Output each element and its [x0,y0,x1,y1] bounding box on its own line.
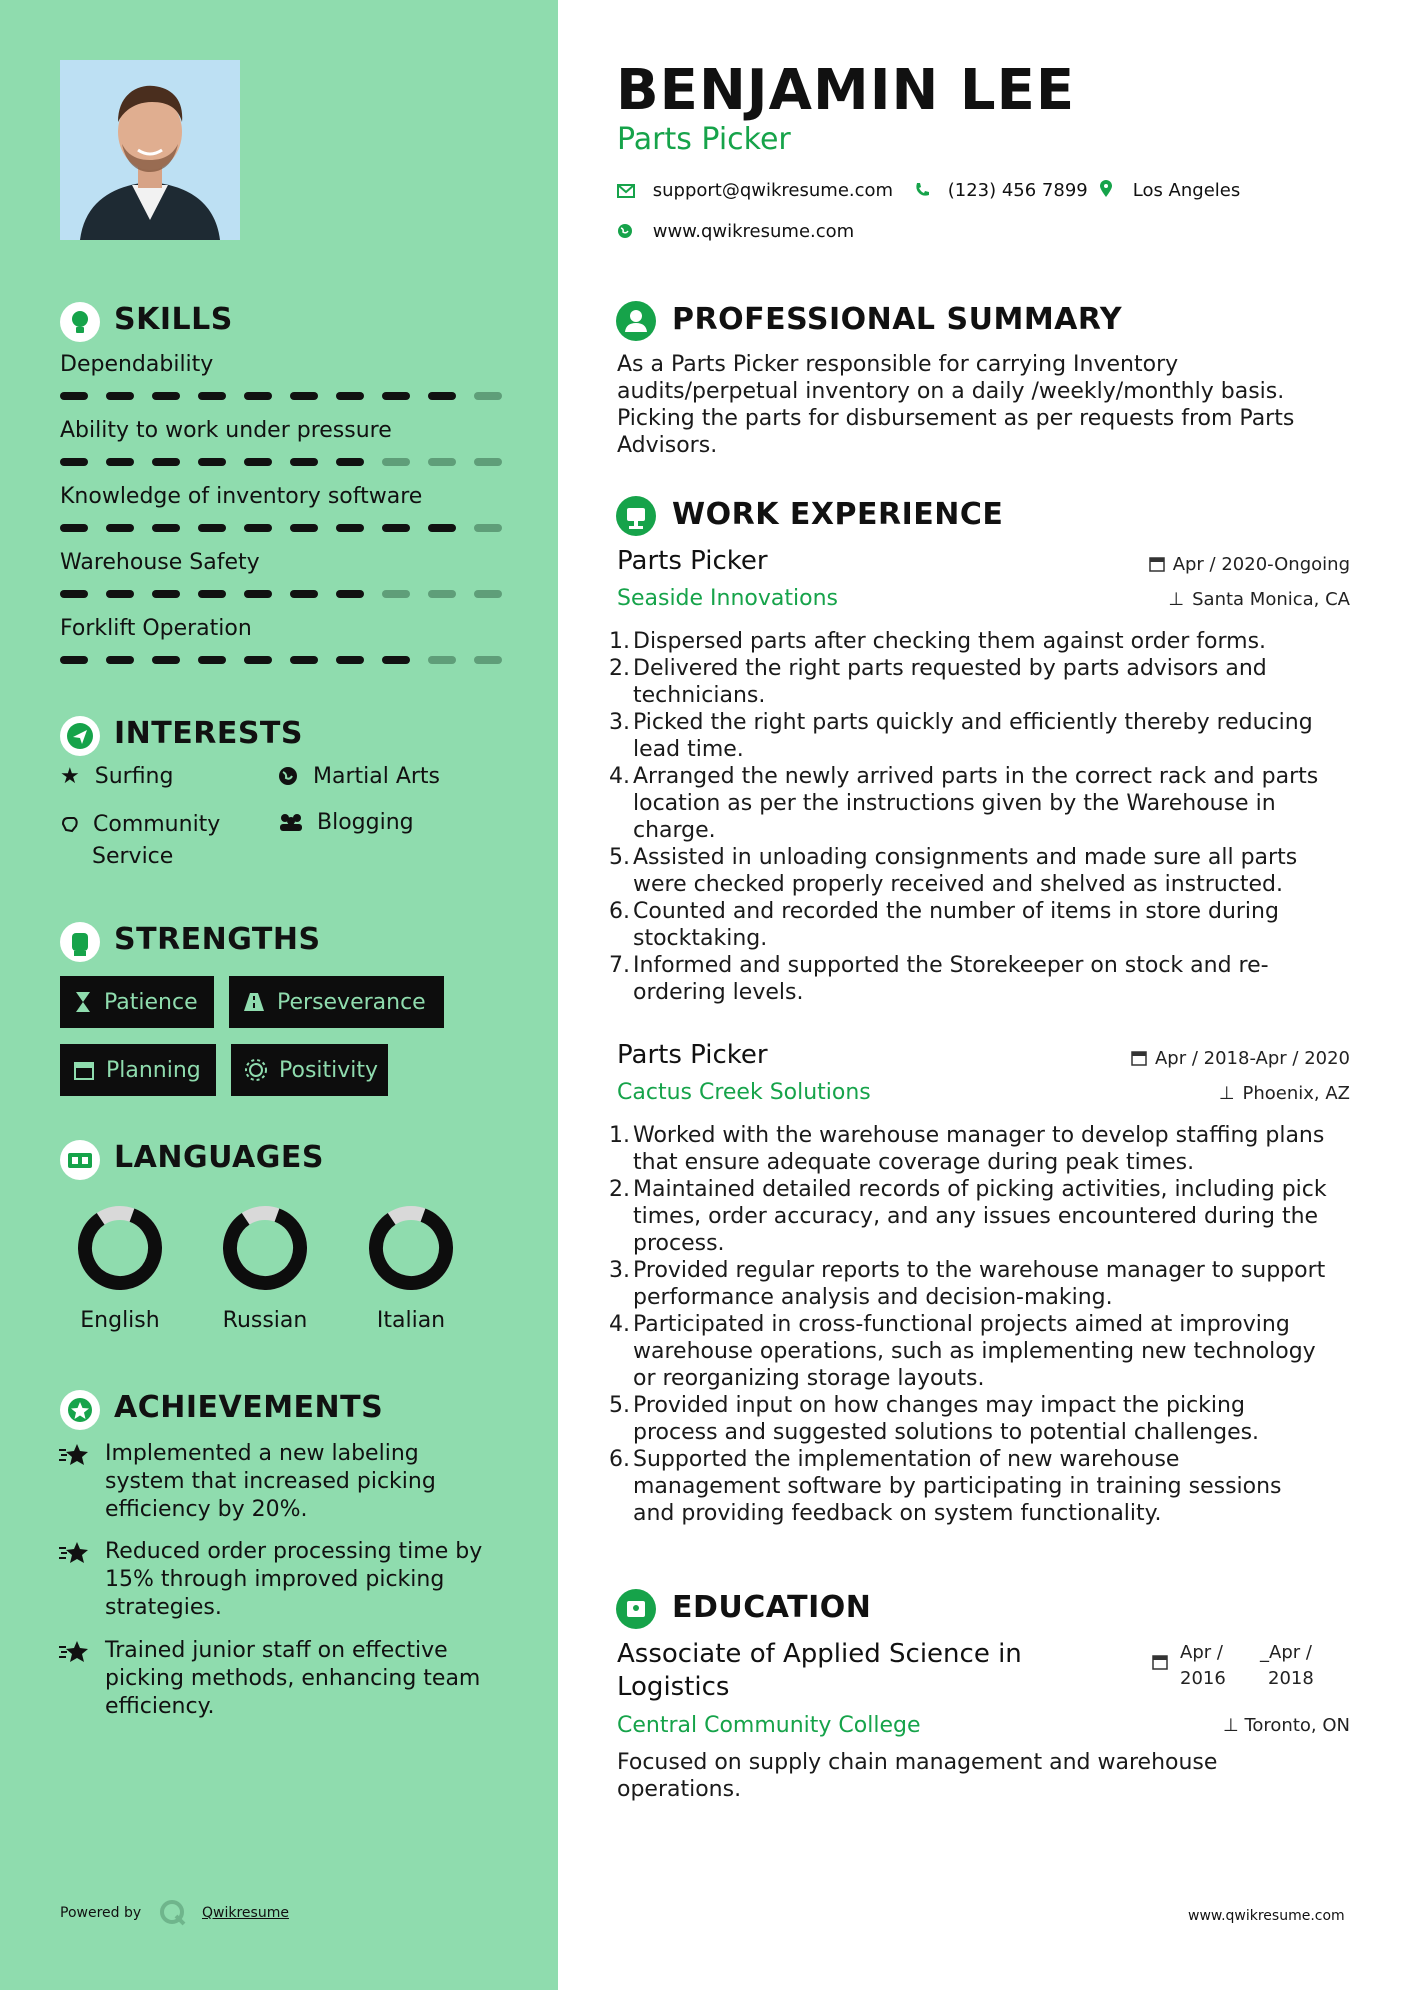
skill-name: Knowledge of inventory software [60,484,423,509]
school-name: Central Community College [617,1713,921,1738]
skill-level-dash-filled [244,524,272,532]
globe-icon [278,766,298,792]
languages-heading: LANGUAGES [114,1140,324,1175]
skill-level-dash-empty [474,392,502,400]
star-icon: ★ [60,764,80,789]
duty-item: 6. Supported the implementation of new warehouse management software by participating in training sessions and providing feedback on system functionality. [609,1447,1282,1526]
road-icon [243,992,265,1012]
skill-level-dash-filled [152,392,180,400]
skill-level-dash-filled [106,524,134,532]
education-heading: EDUCATION [672,1590,872,1625]
strengths-heading: STRENGTHS [114,922,321,957]
skill-level-dash-filled [60,656,88,664]
skill-level-dash-filled [382,656,410,664]
candidate-title: Parts Picker [617,122,791,157]
candidate-name: BENJAMIN LEE [616,58,1076,123]
award-icon [60,1390,100,1430]
skill-level-dash-filled [382,392,410,400]
skill-level-dash-empty [474,524,502,532]
skill-level-dash-filled [290,590,318,598]
skill-level-dash-filled [60,458,88,466]
skill-level-dash-filled [198,656,226,664]
language-icon [60,1140,100,1180]
skill-level-dash-filled [106,656,134,664]
graduation-icon [616,1589,656,1629]
skill-name: Ability to work under pressure [60,418,392,443]
education-location: ⊥ Toronto, ON [1223,1715,1350,1736]
footer-website[interactable]: www.qwikresume.com [1188,1908,1345,1924]
skill-level-dash-empty [382,590,410,598]
calendar-icon [74,1060,94,1080]
duty-item: 1. Dispersed parts after checking them against order forms. [609,629,1267,654]
summary-heading: PROFESSIONAL SUMMARY [672,302,1123,337]
hourglass-icon [74,991,92,1013]
language-name: Russian [222,1308,308,1333]
skill-level-dash-filled [336,590,364,598]
skill-level-dash-filled [60,392,88,400]
skill-level-dash-filled [198,392,226,400]
skill-level-dash-empty [382,458,410,466]
envelope-icon [617,182,635,203]
award-star-icon [58,1540,90,1570]
calendar-icon [1152,1654,1168,1675]
skill-level-dash-filled [60,590,88,598]
skill-name: Dependability [60,352,214,377]
skill-level-dash-filled [428,392,456,400]
duty-item: 4. Arranged the newly arrived parts in the correct rack and parts location as per the instructions given by the Warehouse in charge. [609,764,1319,843]
interest-surfing: ★ Surfing [60,764,174,789]
education-description: Focused on supply chain management and warehouse operations. [617,1750,1218,1802]
skill-level-dash-filled [152,590,180,598]
sidebar [0,0,558,1990]
pushpin-icon: ⊥ [1218,1083,1235,1104]
skills-heading: SKILLS [114,302,233,337]
interest-blogging: Blogging [278,810,414,838]
duty-item: 1. Worked with the warehouse manager to develop staffing plans that ensure adequate coverage during peak times. [609,1123,1325,1175]
hand-icon [60,813,80,842]
skill-level-dash-filled [152,524,180,532]
lightbulb-icon [60,302,100,342]
duty-item: 4. Participated in cross-functional projects aimed at improving warehouse operations, such as implementing new technology or reorganizing storage layouts. [609,1312,1316,1391]
interest-martial-arts: Martial Arts [278,764,440,792]
email-link[interactable]: support@qwikresume.com [652,180,894,201]
award-star-icon [58,1639,90,1669]
skill-level-dash-filled [336,458,364,466]
skill-level-dash-empty [428,656,456,664]
skill-level-dash-empty [428,458,456,466]
skill-level-dash-empty [474,590,502,598]
language-gauge [223,1206,307,1294]
duty-item: 7. Informed and supported the Storekeeper on stock and re- ordering levels. [609,953,1269,1005]
achievements-heading: ACHIEVEMENTS [114,1390,384,1425]
achievement-text: Trained junior staff on effective picking methods, enhancing team efficiency. [105,1638,481,1719]
skill-level-dash-filled [244,656,272,664]
sun-icon [245,1059,267,1081]
phone-icon [914,182,930,203]
skill-level-dash-filled [428,524,456,532]
job-title: Parts Picker [617,546,768,576]
skill-level-dash-filled [198,590,226,598]
duty-item: 3. Picked the right parts quickly and efficiently thereby reducing lead time. [609,710,1313,762]
website-contact [617,221,854,244]
duties-list [609,1122,1369,1527]
skill-level-dash-filled [198,524,226,532]
pushpin-icon: ⊥ [1223,1715,1239,1736]
powered-by-text: Powered by [60,1905,142,1921]
qwikresume-link[interactable]: Qwikresume [202,1905,289,1921]
skill-level-dash-filled [106,392,134,400]
skill-level-dash-filled [336,656,364,664]
website-link[interactable]: www.qwikresume.com [652,221,855,242]
interest-community-service: Community Service [60,810,220,871]
globe-icon [617,223,633,244]
achievement-text: Reduced order processing time by 15% through improved picking strategies. [105,1539,483,1620]
location-contact: Los Angeles [1099,180,1240,203]
job-location: ⊥ Phoenix, AZ [1218,1083,1350,1104]
language-gauge [369,1206,453,1294]
fist-icon [60,922,100,962]
phone-contact: (123) 456 7899 [914,180,1088,203]
skill-level-dash-filled [106,458,134,466]
skill-level-dash-filled [106,590,134,598]
company-name: Cactus Creek Solutions [617,1080,871,1105]
skill-level-dash-filled [198,458,226,466]
strength-perseverance: Perseverance [229,976,444,1028]
skill-level-dash-empty [474,656,502,664]
skill-level-dash-filled [290,656,318,664]
degree-title: Associate of Applied Science in Logistics [617,1639,1022,1702]
achievement-text: Implemented a new labeling system that increased picking efficiency by 20%. [105,1441,436,1522]
skill-level-dash-filled [336,392,364,400]
summary-text: As a Parts Picker responsible for carrying Inventory audits/perpetual inventory on a daily /weekly/monthly basis. Picking the parts for disbursement as per requests from Parts Advisors. [617,352,1295,458]
pushpin-icon: ⊥ [1168,589,1185,610]
duty-item: 5. Provided input on how changes may impact the picking process and suggested solutions to potential challenges. [609,1393,1260,1445]
duties-list [609,628,1369,1006]
skill-level-dash-filled [244,458,272,466]
experience-heading: WORK EXPERIENCE [672,497,1004,532]
duty-item: 3. Provided regular reports to the warehouse manager to support performance analysis and decision-making. [609,1258,1326,1310]
map-pin-icon [1099,180,1113,203]
skill-level-dash-filled [336,524,364,532]
job-dates: Apr / 2018-Apr / 2020 [1050,1048,1350,1071]
award-star-icon [58,1442,90,1472]
skill-level-dash-filled [290,392,318,400]
language-name: English [80,1308,160,1333]
duty-item: 2. Maintained detailed records of picking activities, including pick times, order accuracy, and any issues encountered during the process. [609,1177,1327,1256]
strength-planning: Planning [60,1044,216,1096]
language-name: Italian [376,1308,446,1333]
skill-level-dash-filled [60,524,88,532]
skill-level-dash-filled [152,656,180,664]
profile-photo [60,60,240,240]
skill-level-dash-filled [382,524,410,532]
user-icon [616,301,656,341]
calendar-icon [1149,556,1165,577]
paper-plane-icon [60,716,100,756]
strength-patience: Patience [60,976,214,1028]
interests-heading: INTERESTS [114,716,303,751]
skill-level-dash-filled [290,458,318,466]
calendar-icon [1131,1050,1147,1071]
language-gauge [78,1206,162,1294]
job-dates: Apr / 2020-Ongoing [1050,554,1350,577]
strength-positivity: Positivity [231,1044,388,1096]
duty-item: 5. Assisted in unloading consignments and made sure all parts were checked properly received and shelved as instructed. [609,845,1298,897]
skill-level-dash-filled [244,590,272,598]
email-contact [617,180,893,203]
job-location: ⊥ Santa Monica, CA [1168,589,1350,610]
skill-name: Forklift Operation [60,616,252,641]
qwikresume-logo-icon [158,1898,188,1932]
briefcase-icon [616,496,656,536]
users-icon [278,812,304,838]
duty-item: 2. Delivered the right parts requested by parts advisors and technicians. [609,656,1267,708]
skill-level-dash-empty [428,590,456,598]
job-title: Parts Picker [617,1040,768,1070]
skill-level-dash-filled [152,458,180,466]
company-name: Seaside Innovations [617,586,838,611]
skill-level-dash-empty [474,458,502,466]
skill-name: Warehouse Safety [60,550,260,575]
skill-level-dash-filled [290,524,318,532]
duty-item: 6. Counted and recorded the number of items in store during stocktaking. [609,899,1279,951]
skill-level-dash-filled [244,392,272,400]
